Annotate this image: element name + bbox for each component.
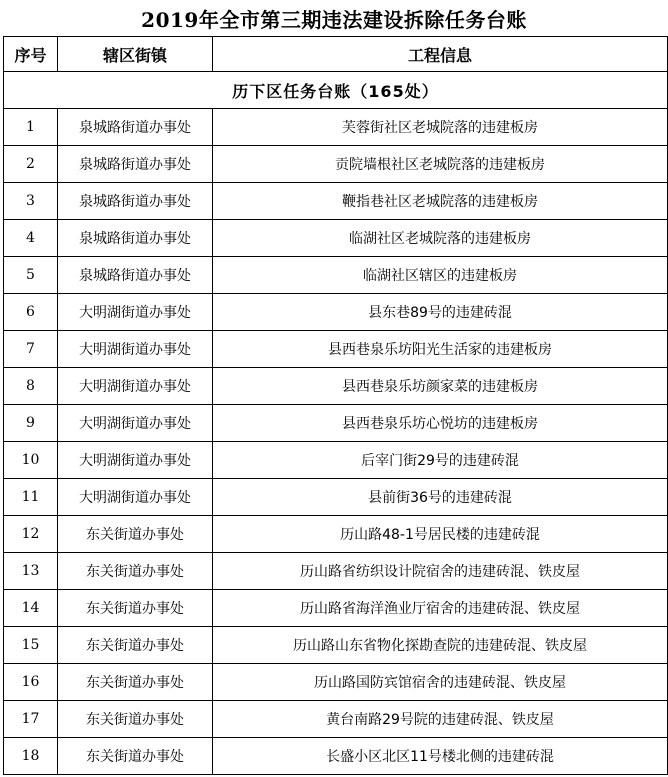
table-row (4, 590, 668, 627)
row-info-cell: 黄台南路29号院的违建砖混、铁皮屋 (213, 701, 668, 738)
row-num-cell: 7 (4, 331, 58, 368)
table-row (4, 368, 668, 405)
row-district-cell: 东关街道办事处 (58, 553, 213, 590)
row-num-cell: 11 (4, 479, 58, 516)
table-row (4, 442, 668, 479)
table-row (4, 738, 668, 775)
row-district-cell: 大明湖街道办事处 (58, 331, 213, 368)
row-num-cell: 4 (4, 220, 58, 257)
row-district-cell: 东关街道办事处 (58, 516, 213, 553)
row-num-cell: 1 (4, 109, 58, 146)
row-district-cell: 东关街道办事处 (58, 627, 213, 664)
row-info-cell: 历山路48-1号居民楼的违建砖混 (213, 516, 668, 553)
table-row (4, 257, 668, 294)
row-info-cell: 县西巷泉乐坊颜家菜的违建板房 (213, 368, 668, 405)
row-num-cell: 10 (4, 442, 58, 479)
row-num-cell: 18 (4, 738, 58, 775)
row-district-cell: 泉城路街道办事处 (58, 220, 213, 257)
row-district-cell: 大明湖街道办事处 (58, 442, 213, 479)
table-row (4, 553, 668, 590)
row-info-cell: 历山路省海洋渔业厅宿舍的违建砖混、铁皮屋 (213, 590, 668, 627)
header-district: 辖区街镇 (58, 37, 213, 72)
row-district-cell: 泉城路街道办事处 (58, 257, 213, 294)
table-row (4, 479, 668, 516)
row-info-cell: 芙蓉街社区老城院落的违建板房 (213, 109, 668, 146)
row-district-cell: 东关街道办事处 (58, 701, 213, 738)
row-district-cell: 大明湖街道办事处 (58, 368, 213, 405)
row-district-cell: 东关街道办事处 (58, 590, 213, 627)
row-district-cell: 东关街道办事处 (58, 664, 213, 701)
row-num-cell: 5 (4, 257, 58, 294)
row-info-cell: 后宰门街29号的违建砖混 (213, 442, 668, 479)
row-num-cell: 17 (4, 701, 58, 738)
table-row (4, 627, 668, 664)
row-num-cell: 6 (4, 294, 58, 331)
document-title: 2019年全市第三期违法建设拆除任务台账 (141, 7, 527, 32)
row-info-cell: 县前街36号的违建砖混 (213, 479, 668, 516)
row-info-cell: 县西巷泉乐坊阳光生活家的违建板房 (213, 331, 668, 368)
row-district-cell: 泉城路街道办事处 (58, 109, 213, 146)
row-info-cell: 历山路省纺织设计院宿舍的违建砖混、铁皮屋 (213, 553, 668, 590)
row-info-cell: 贡院墙根社区老城院落的违建板房 (213, 146, 668, 183)
row-info-cell: 县西巷泉乐坊心悦坊的违建板房 (213, 405, 668, 442)
row-num-cell: 3 (4, 183, 58, 220)
row-num-cell: 13 (4, 553, 58, 590)
row-num-cell: 12 (4, 516, 58, 553)
table-row (4, 405, 668, 442)
row-info-cell: 县东巷89号的违建砖混 (213, 294, 668, 331)
table-row (4, 294, 668, 331)
header-num: 序号 (4, 37, 58, 72)
row-info-cell: 长盛小区北区11号楼北侧的违建砖混 (213, 738, 668, 775)
row-num-cell: 8 (4, 368, 58, 405)
row-info-cell: 历山路山东省物化探勘查院的违建砖混、铁皮屋 (213, 627, 668, 664)
row-num-cell: 16 (4, 664, 58, 701)
row-num-cell: 14 (4, 590, 58, 627)
table-header-row (4, 37, 668, 72)
table-row (4, 664, 668, 701)
row-num-cell: 2 (4, 146, 58, 183)
row-district-cell: 泉城路街道办事处 (58, 146, 213, 183)
table-row (4, 701, 668, 738)
row-info-cell: 临湖社区老城院落的违建板房 (213, 220, 668, 257)
table-row (4, 331, 668, 368)
section-title: 历下区任务台账（165处） (4, 72, 668, 109)
row-num-cell: 15 (4, 627, 58, 664)
row-district-cell: 大明湖街道办事处 (58, 405, 213, 442)
row-num-cell: 9 (4, 405, 58, 442)
row-info-cell: 历山路国防宾馆宿舍的违建砖混、铁皮屋 (213, 664, 668, 701)
row-district-cell: 东关街道办事处 (58, 738, 213, 775)
row-district-cell: 泉城路街道办事处 (58, 183, 213, 220)
row-district-cell: 大明湖街道办事处 (58, 479, 213, 516)
table-row (4, 183, 668, 220)
row-district-cell: 大明湖街道办事处 (58, 294, 213, 331)
row-info-cell: 临湖社区辖区的违建板房 (213, 257, 668, 294)
header-info: 工程信息 (213, 37, 668, 72)
table-row (4, 109, 668, 146)
section-row (4, 72, 668, 109)
table-row (4, 220, 668, 257)
table-row (4, 516, 668, 553)
task-ledger-table (3, 36, 668, 775)
table-row (4, 146, 668, 183)
row-info-cell: 鞭指巷社区老城院落的违建板房 (213, 183, 668, 220)
